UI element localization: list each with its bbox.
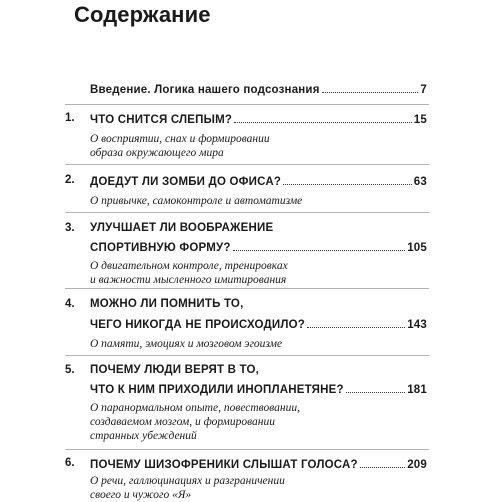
chapter-number: 6. (65, 457, 75, 469)
page-number: 181 (407, 384, 427, 396)
chapter-title-line (90, 174, 427, 190)
chapter-title-line (90, 222, 427, 238)
subtitle-line: О речи, галлюцинациях и разграничении (90, 475, 285, 487)
page-number: 209 (407, 459, 427, 471)
chapter-title-line (90, 364, 427, 380)
subtitle-line: странных убеждений (90, 430, 197, 442)
divider (65, 288, 429, 289)
entry-title: СПОРТИВНУЮ ФОРМУ? (90, 242, 231, 254)
page-number: 105 (407, 242, 427, 254)
toc-entry-intro[interactable] (90, 82, 427, 98)
chapter-number: 1. (65, 112, 75, 124)
entry-title: ДОЕДУТ ЛИ ЗОМБИ ДО ОФИСА? (90, 176, 282, 188)
chapter-subtitle (90, 474, 390, 502)
leader-dots (322, 82, 419, 93)
subtitle-line: О восприятии, снах и формировании (90, 133, 270, 145)
subtitle-line: О паранормальном опыте, повествовании, (90, 402, 301, 414)
subtitle-line: образа окружающего мира (90, 147, 224, 159)
entry-title: ЧЕГО НИКОГДА НЕ ПРОИСХОДИЛО? (90, 319, 306, 331)
divider (65, 104, 429, 105)
chapter-subtitle (90, 259, 390, 287)
subtitle-line: О привычке, самоконтроле и автоматизме (90, 195, 303, 207)
leader-dots (360, 457, 405, 468)
subtitle-line: и важности мысленного имитирования (90, 274, 287, 286)
chapter-title-line (90, 112, 427, 128)
leader-dots (307, 317, 405, 328)
entry-title: ПОЧЕМУ ЛЮДИ ВЕРЯТ В ТО, (90, 364, 260, 376)
leader-dots (234, 112, 412, 123)
divider (65, 355, 429, 356)
entry-title: УЛУЧШАЕТ ЛИ ВООБРАЖЕНИЕ (90, 222, 274, 234)
page-number: 15 (413, 114, 427, 126)
chapter-subtitle (90, 132, 390, 160)
entry-title: ПОЧЕМУ ШИЗОФРЕНИКИ СЛЫШАТ ГОЛОСА? (90, 459, 358, 471)
subtitle-line: О памяти, эмоциях и мозговом эгоизме (90, 338, 283, 350)
chapter-subtitle (90, 401, 390, 443)
page-number: 7 (420, 84, 427, 96)
chapter-subtitle (90, 337, 390, 351)
chapter-title-line (90, 240, 427, 256)
leader-dots (233, 240, 406, 251)
chapter-title-line (90, 317, 427, 333)
chapter-number: 4. (65, 298, 75, 310)
leader-dots (283, 174, 412, 185)
divider (65, 212, 429, 213)
divider (65, 164, 429, 165)
subtitle-line: создаваемом мозгом, и формировании (90, 416, 275, 428)
page-number: 63 (413, 176, 427, 188)
entry-title: ЧТО СНИТСЯ СЛЕПЫМ? (90, 114, 233, 126)
chapter-title-line (90, 457, 427, 473)
entry-title: МОЖНО ЛИ ПОМНИТЬ ТО, (90, 298, 244, 310)
chapter-subtitle (90, 194, 390, 208)
page-title: Содержание (74, 2, 211, 27)
chapter-title-line (90, 382, 427, 398)
entry-title: ЧТО К НИМ ПРИХОДИЛИ ИНОПЛАНЕТЯНЕ? (90, 384, 344, 396)
chapter-title-line (90, 298, 427, 314)
divider (65, 449, 429, 450)
leader-dots (346, 382, 405, 393)
chapter-number: 3. (65, 222, 75, 234)
entry-title: Введение. Логика нашего подсознания (90, 84, 320, 96)
subtitle-line: О двигательном контроле, тренировках (90, 260, 288, 272)
chapter-number: 5. (65, 364, 75, 376)
page-number: 143 (407, 319, 427, 331)
chapter-number: 2. (65, 174, 75, 186)
subtitle-line: своего и чужого «Я» (90, 489, 192, 501)
